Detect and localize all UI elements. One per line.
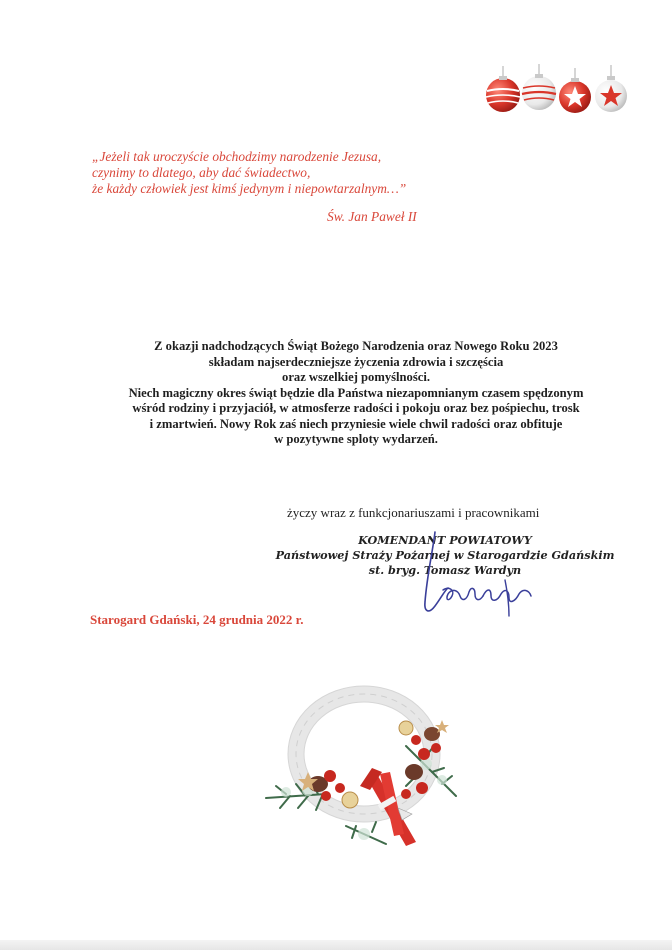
greeting-text: [80, 339, 632, 448]
christmas-wreath-icon: [256, 676, 466, 862]
quote-line: czynimy to dlatego, aby dać świadectwo,: [92, 165, 311, 180]
greeting-line: wśród rodziny i przyjaciół, w atmosferze radości i pokoju oraz bez pośpiechu, trosk: [132, 401, 580, 415]
greeting-line: oraz wszelkiej pomyślności.: [282, 370, 430, 384]
signature-organization: Państwowej Straży Pożarnej w Starogardzie Gdańskim: [275, 548, 615, 562]
greeting-line: Niech magiczny okres świąt będzie dla Państwa niezapomnianym czasem spędzonym: [128, 385, 584, 400]
date-line: Starogard Gdański, 24 grudnia 2022 r.: [90, 612, 304, 627]
quote-author: Św. Jan Paweł II: [327, 209, 417, 224]
signature-person: st. bryg. Tomasz Wardyn: [368, 563, 522, 577]
quote-line: że każdy człowiek jest kimś jedynym i niepowtarzalnym…”: [92, 181, 407, 196]
wishes-line: życzy wraz z funkcjonariuszami i pracownikami: [287, 505, 540, 520]
greeting-line: składam najserdeczniejsze życzenia zdrowia i szczęścia: [208, 354, 504, 369]
quote: [92, 149, 512, 197]
greeting-line: w pozytywne sploty wydarzeń.: [274, 432, 438, 446]
greeting-line: Z okazji nadchodzących Świąt Bożego Narodzenia oraz Nowego Roku 2023: [154, 339, 558, 353]
handwritten-signature-icon: [405, 530, 540, 620]
quote-line: „Jeżeli tak uroczyście obchodzimy narodzenie Jezusa,: [92, 149, 382, 164]
signature-title: KOMENDANT POWIATOWY: [358, 533, 532, 547]
page-edge: [0, 940, 672, 950]
christmas-baubles-icon: [484, 64, 632, 116]
greeting-line: i zmartwień. Nowy Rok zaś niech przyniesie wiele chwil radości oraz obfituje: [149, 416, 563, 431]
